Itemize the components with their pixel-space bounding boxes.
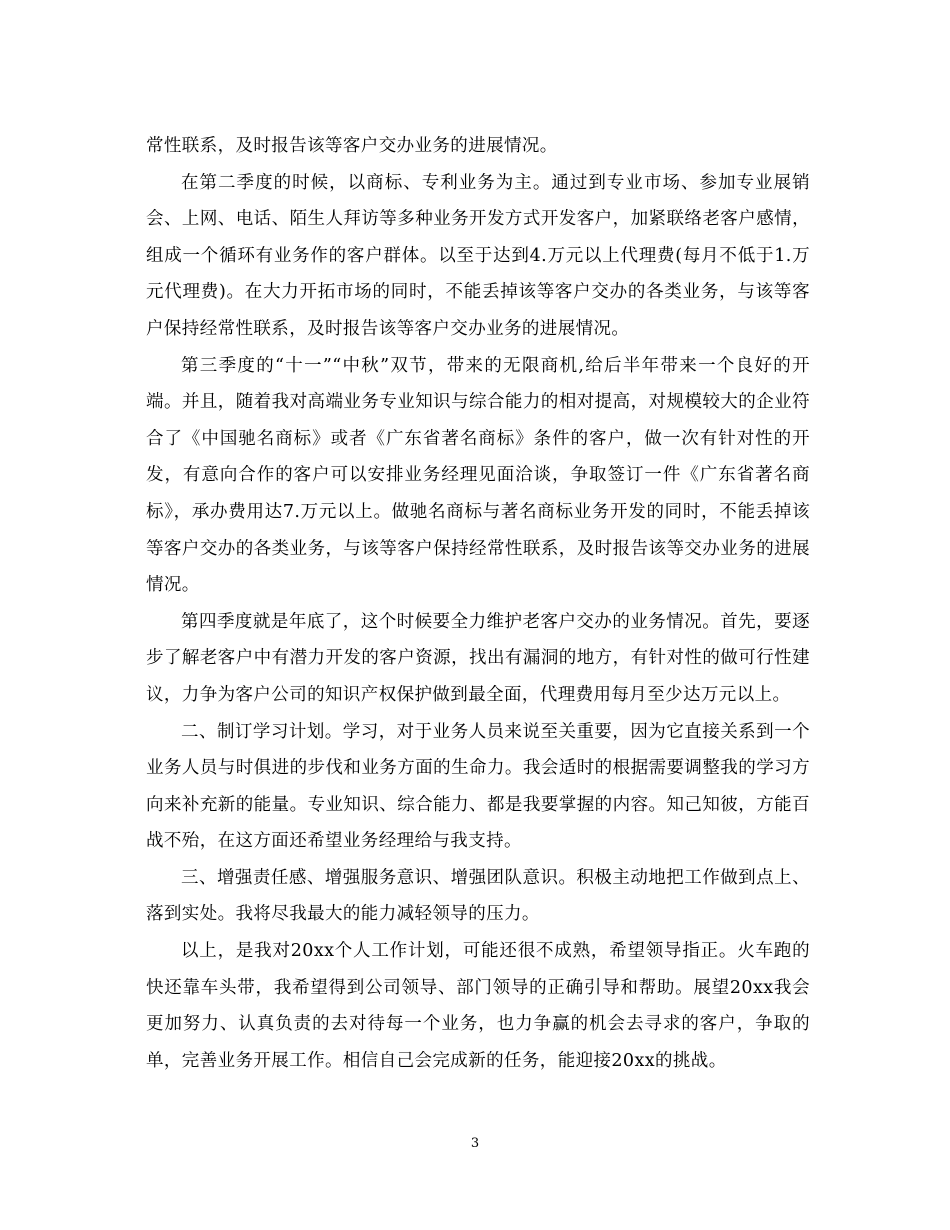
document-body <box>146 128 810 1079</box>
page-number: 3 <box>470 1136 480 1151</box>
paragraph-continuation: 常性联系，及时报告该等客户交办业务的进展情况。 <box>146 136 558 156</box>
paragraph-fourth-quarter: 第四季度就是年底了，这个时候要全力维护老客户交办的业务情况。首先，要逐步了解老客户中有潜力开发的客户资源，找出有漏洞的地方，有针对性的做可行性建议，力争为客户公司的知识产权保护做到最全面，代理费用每月至少达万元以上。 <box>146 611 810 705</box>
paragraph-responsibility: 三、增强责任感、增强服务意识、增强团队意识。积极主动地把工作做到点上、落到实处。我将尽我最大的能力减轻领导的压力。 <box>146 867 810 925</box>
paragraph-study-plan: 二、制订学习计划。学习，对于业务人员来说至关重要，因为它直接关系到一个业务人员与时俱进的步伐和业务方面的生命力。我会适时的根据需要调整我的学习方向来补充新的能量。专业知识、综合能力、都是我要掌握的内容。知己知彼，方能百战不殆，在这方面还希望业务经理给与我支持。 <box>146 721 810 852</box>
paragraph-third-quarter: 第三季度的“十一”“中秋”双节，带来的无限商机,给后半年带来一个良好的开端。并且，随着我对高端业务专业知识与综合能力的相对提高，对规模较大的企业符合了《中国驰名商标》或者《广东省著名商标》条件的客户，做一次有针对性的开发，有意向合作的客户可以安排业务经理见面洽谈，争取签订一件《广东省著名商标》，承办费用达7.万元以上。做驰名商标与著名商标业务开发的同时，不能丢掉该等客户交办的各类业务，与该等客户保持经常性联系，及时报告该等交办业务的进展情况。 <box>146 355 810 596</box>
paragraph-conclusion: 以上，是我对20xx个人工作计划，可能还很不成熟，希望领导指正。火车跑的快还靠车头带，我希望得到公司领导、部门领导的正确引导和帮助。展望20xx我会更加努力、认真负责的去对待每一个业务，也力争赢的机会去寻求的客户，争取的单，完善业务开展工作。相信自己会完成新的任务，能迎接20xx的挑战。 <box>146 941 810 1071</box>
paragraph-second-quarter: 在第二季度的时候，以商标、专利业务为主。通过到专业市场、参加专业展销会、上网、电话、陌生人拜访等多种业务开发方式开发客户，加紧联络老客户感情，组成一个循环有业务作的客户群体。以至于达到4.万元以上代理费(每月不低于1.万元代理费)。在大力开拓市场的同时，不能丢掉该等客户交办的各类业务，与该等客户保持经常性联系，及时报告该等客户交办业务的进展情况。 <box>146 172 810 339</box>
